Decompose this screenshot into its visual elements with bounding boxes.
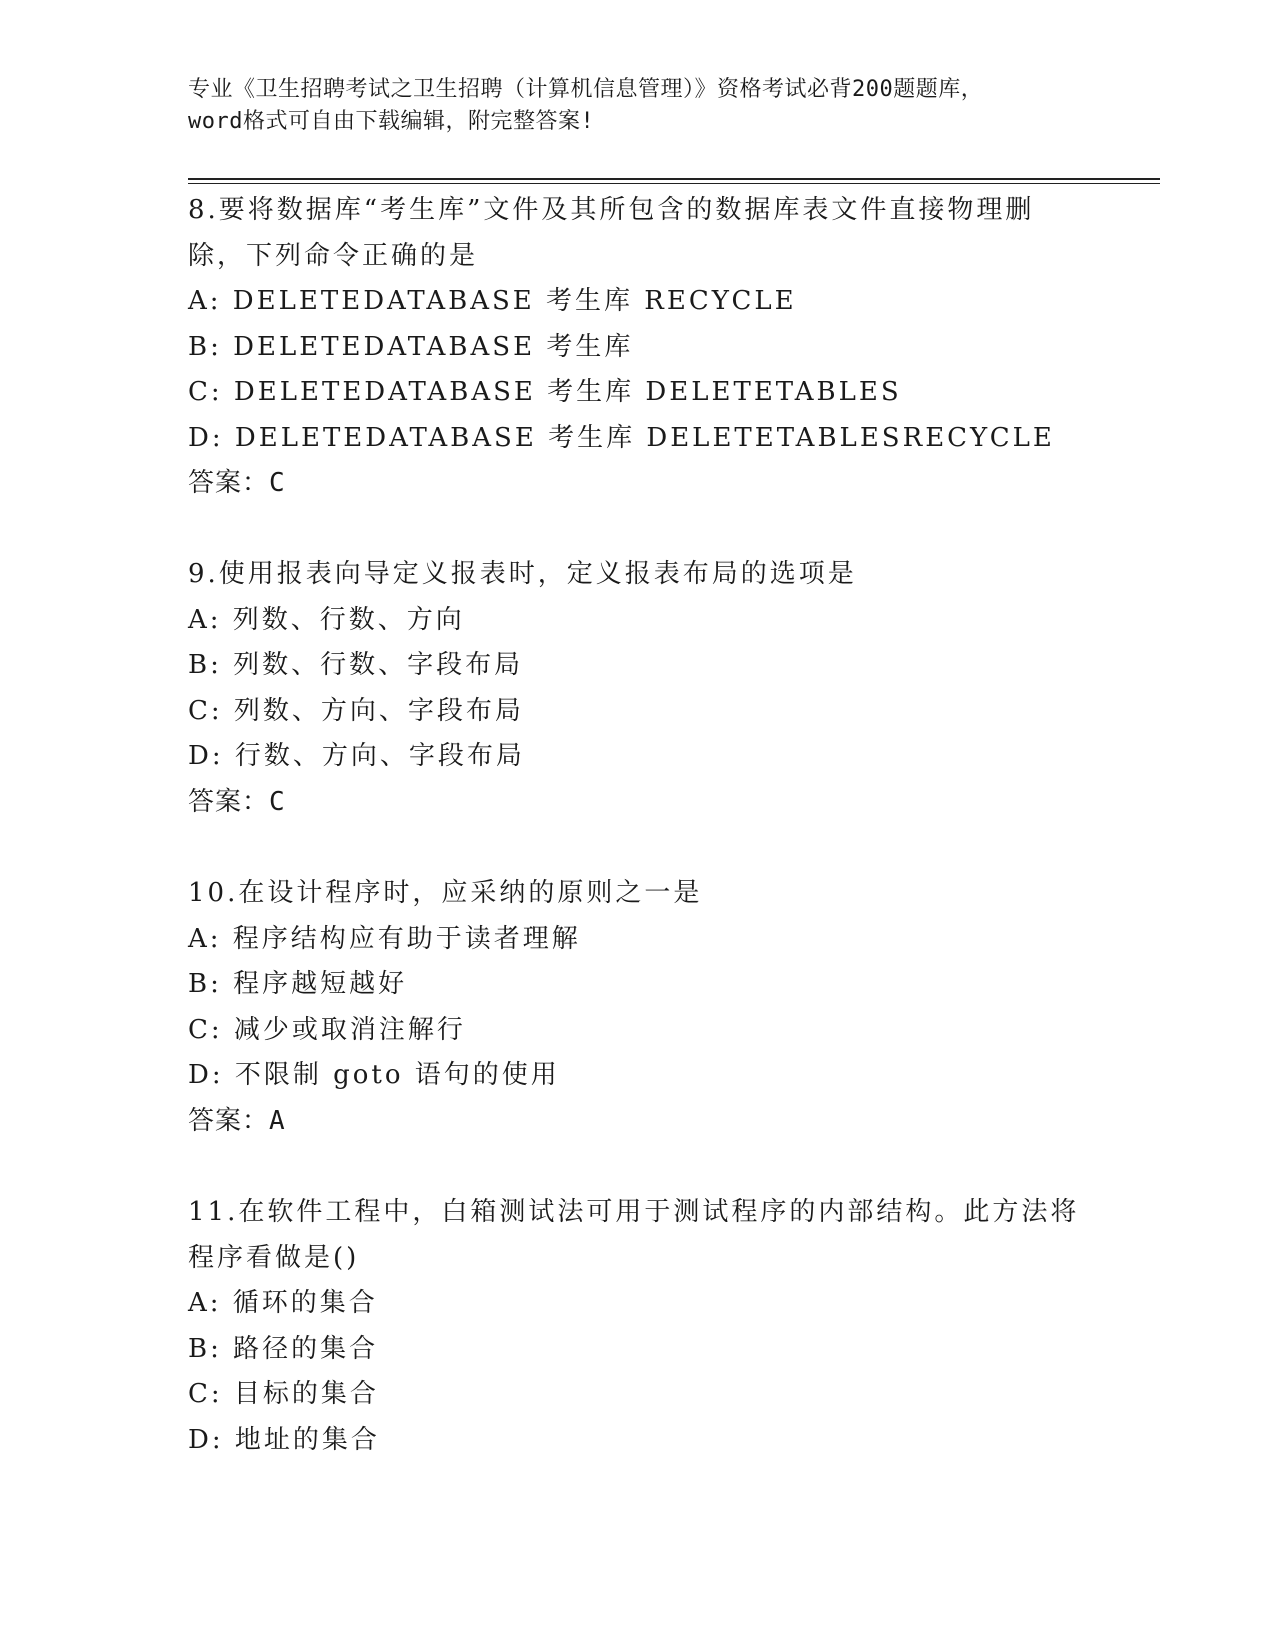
question-stem: 程序看做是() [188, 1242, 360, 1273]
option-c: C: 减少或取消注解行 [188, 1014, 466, 1045]
option-b: B: 程序越短越好 [188, 969, 408, 999]
option-d: D: 不限制 goto 语句的使用 [188, 1060, 560, 1090]
option-a: A: 循环的集合 [188, 1288, 378, 1318]
option-d: D: 地址的集合 [188, 1424, 380, 1455]
question-stem: 9.使用报表向导定义报表时，定义报表布局的选项是 [188, 559, 857, 589]
option-b: B: 路径的集合 [188, 1333, 379, 1364]
option-c: C: 列数、方向、字段布局 [188, 695, 524, 726]
option-a: A: 程序结构应有助于读者理解 [188, 923, 581, 954]
option-c: C: 目标的集合 [188, 1379, 379, 1409]
option-b: B: 列数、行数、字段布局 [188, 650, 524, 680]
question-11 [188, 1190, 1088, 1463]
option-d: D: DELETEDATABASE 考生库 DELETETABLESRECYCLE [188, 422, 1055, 453]
option-d: D: 行数、方向、字段布局 [188, 741, 525, 771]
option-a: A: DELETEDATABASE 考生库 RECYCLE [188, 286, 797, 316]
header-line-2: word格式可自由下载编辑，附完整答案! [188, 109, 595, 134]
question-9 [188, 552, 1088, 825]
option-a: A: 列数、行数、方向 [188, 604, 465, 635]
question-8 [188, 188, 1088, 507]
answer: 答案：C [188, 468, 286, 498]
question-10 [188, 871, 1088, 1144]
question-stem: 除，下列命令正确的是 [188, 240, 479, 271]
header-line-1: 专业《卫生招聘考试之卫生招聘（计算机信息管理）》资格考试必背200题题库， [188, 77, 984, 102]
answer: 答案：A [188, 1105, 286, 1136]
answer: 答案：C [188, 786, 286, 817]
option-c: C: DELETEDATABASE 考生库 DELETETABLES [188, 377, 902, 407]
question-stem: 8.要将数据库“考生库”文件及其所包含的数据库表文件直接物理删 [188, 195, 1035, 225]
question-stem: 11.在软件工程中，白箱测试法可用于测试程序的内部结构。此方法将 [188, 1197, 1080, 1227]
document-header [188, 74, 1088, 138]
header-divider [188, 178, 1160, 184]
question-stem: 10.在设计程序时，应采纳的原则之一是 [188, 878, 703, 908]
option-b: B: DELETEDATABASE 考生库 [188, 331, 634, 362]
